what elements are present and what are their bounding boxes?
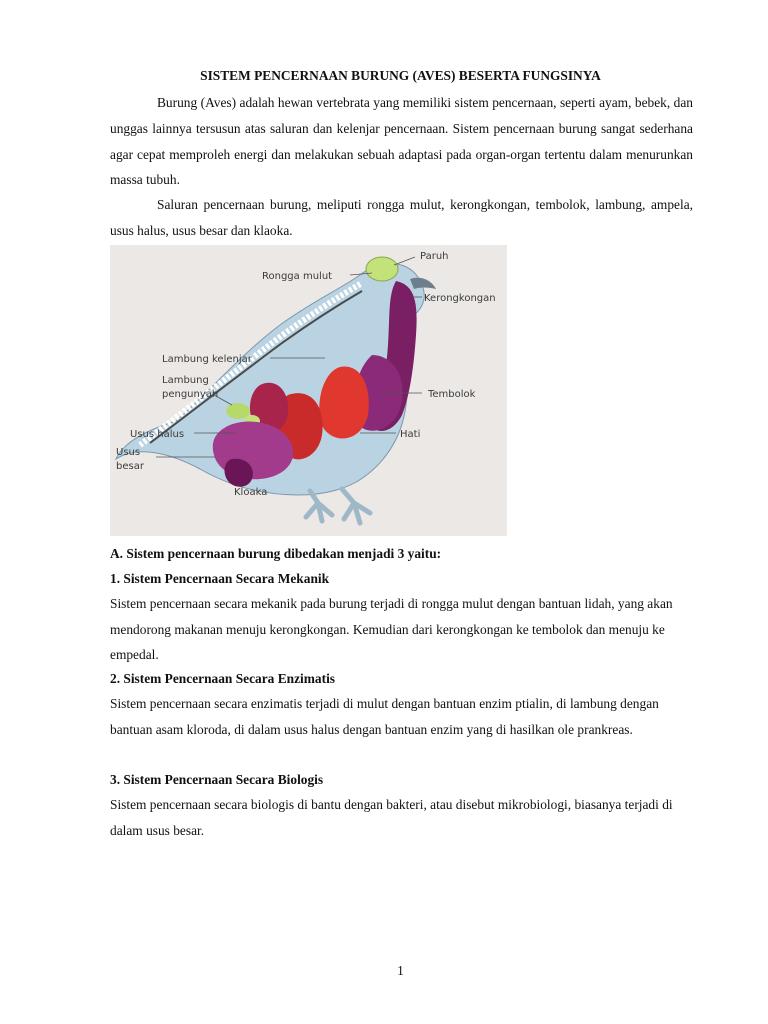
bird-digestive-diagram: [110, 245, 507, 536]
document-title: SISTEM PENCERNAAN BURUNG (AVES) BESERTA FUNGSINYA: [200, 68, 601, 83]
leg-right: [342, 489, 370, 523]
label-lambung-pengunyah-2: pengunyah: [162, 389, 219, 400]
section-a-heading: A. Sistem pencernaan burung dibedakan menjadi 3 yaitu:: [110, 546, 442, 561]
section-3-heading: 3. Sistem Pencernaan Secara Biologis: [110, 772, 324, 787]
label-kloaka: Kloaka: [234, 487, 268, 498]
label-usus-halus: Usus halus: [130, 429, 185, 440]
label-paruh: Paruh: [420, 251, 449, 262]
label-usus-besar-1: Usus: [116, 447, 141, 458]
page-number: 1: [397, 963, 404, 978]
intro-paragraph: Burung (Aves) adalah hewan vertebrata yang memiliki sistem pencernaan, seperti ayam, bebek, dan unggas lainnya tersusun atas saluran dan kelenjar pencernaan. Sistem pencernaan burung sangat sederhana agar cepat memproleh energi dan melakukan sebuah adaptasi pada organ-organ tertentu dalam menurunkan massa tubuh.: [110, 95, 693, 188]
label-lambung-kelenjar: Lambung kelenjar: [162, 354, 252, 365]
oral-cavity-shape: [366, 257, 398, 281]
section-2-body: Sistem pencernaan secara enzimatis terjadi di mulut dengan bantuan enzim ptialin, di lambung dengan bantuan asam kloroda, di dalam usus halus dengan bantuan enzim yang di hasilkan ole prankreas.: [110, 696, 659, 737]
pancreas-shape: [226, 403, 250, 419]
label-tembolok: Tembolok: [428, 389, 476, 400]
section-1-heading: 1. Sistem Pencernaan Secara Mekanik: [110, 571, 330, 586]
label-hati: Hati: [400, 429, 421, 440]
bird-diagram-svg: [110, 245, 507, 536]
label-lambung-pengunyah-1: Lambung: [162, 375, 209, 386]
label-rongga-mulut: Rongga mulut: [262, 271, 333, 282]
beak-shape: [410, 278, 436, 289]
leg-left: [306, 491, 332, 521]
section-3-body: Sistem pencernaan secara biologis di bantu dengan bakteri, atau disebut mikrobiologi, biasanya terjadi di dalam usus besar.: [110, 797, 673, 838]
label-usus-besar-2: besar: [116, 461, 144, 472]
section-1-body: Sistem pencernaan secara mekanik pada burung terjadi di rongga mulut dengan bantuan lidah, yang akan mendorong makanan menuju kerongkongan. Kemudian dari kerongkongan ke tembolok dan menuju ke empedal.: [110, 596, 673, 663]
section-2-heading: 2. Sistem Pencernaan Secara Enzimatis: [110, 671, 336, 686]
tract-paragraph: Saluran pencernaan burung, meliputi rongga mulut, kerongkongan, tembolok, lambung, ampela, usus halus, usus besar dan klaoka.: [110, 197, 693, 238]
label-kerongkongan: Kerongkongan: [424, 293, 496, 304]
